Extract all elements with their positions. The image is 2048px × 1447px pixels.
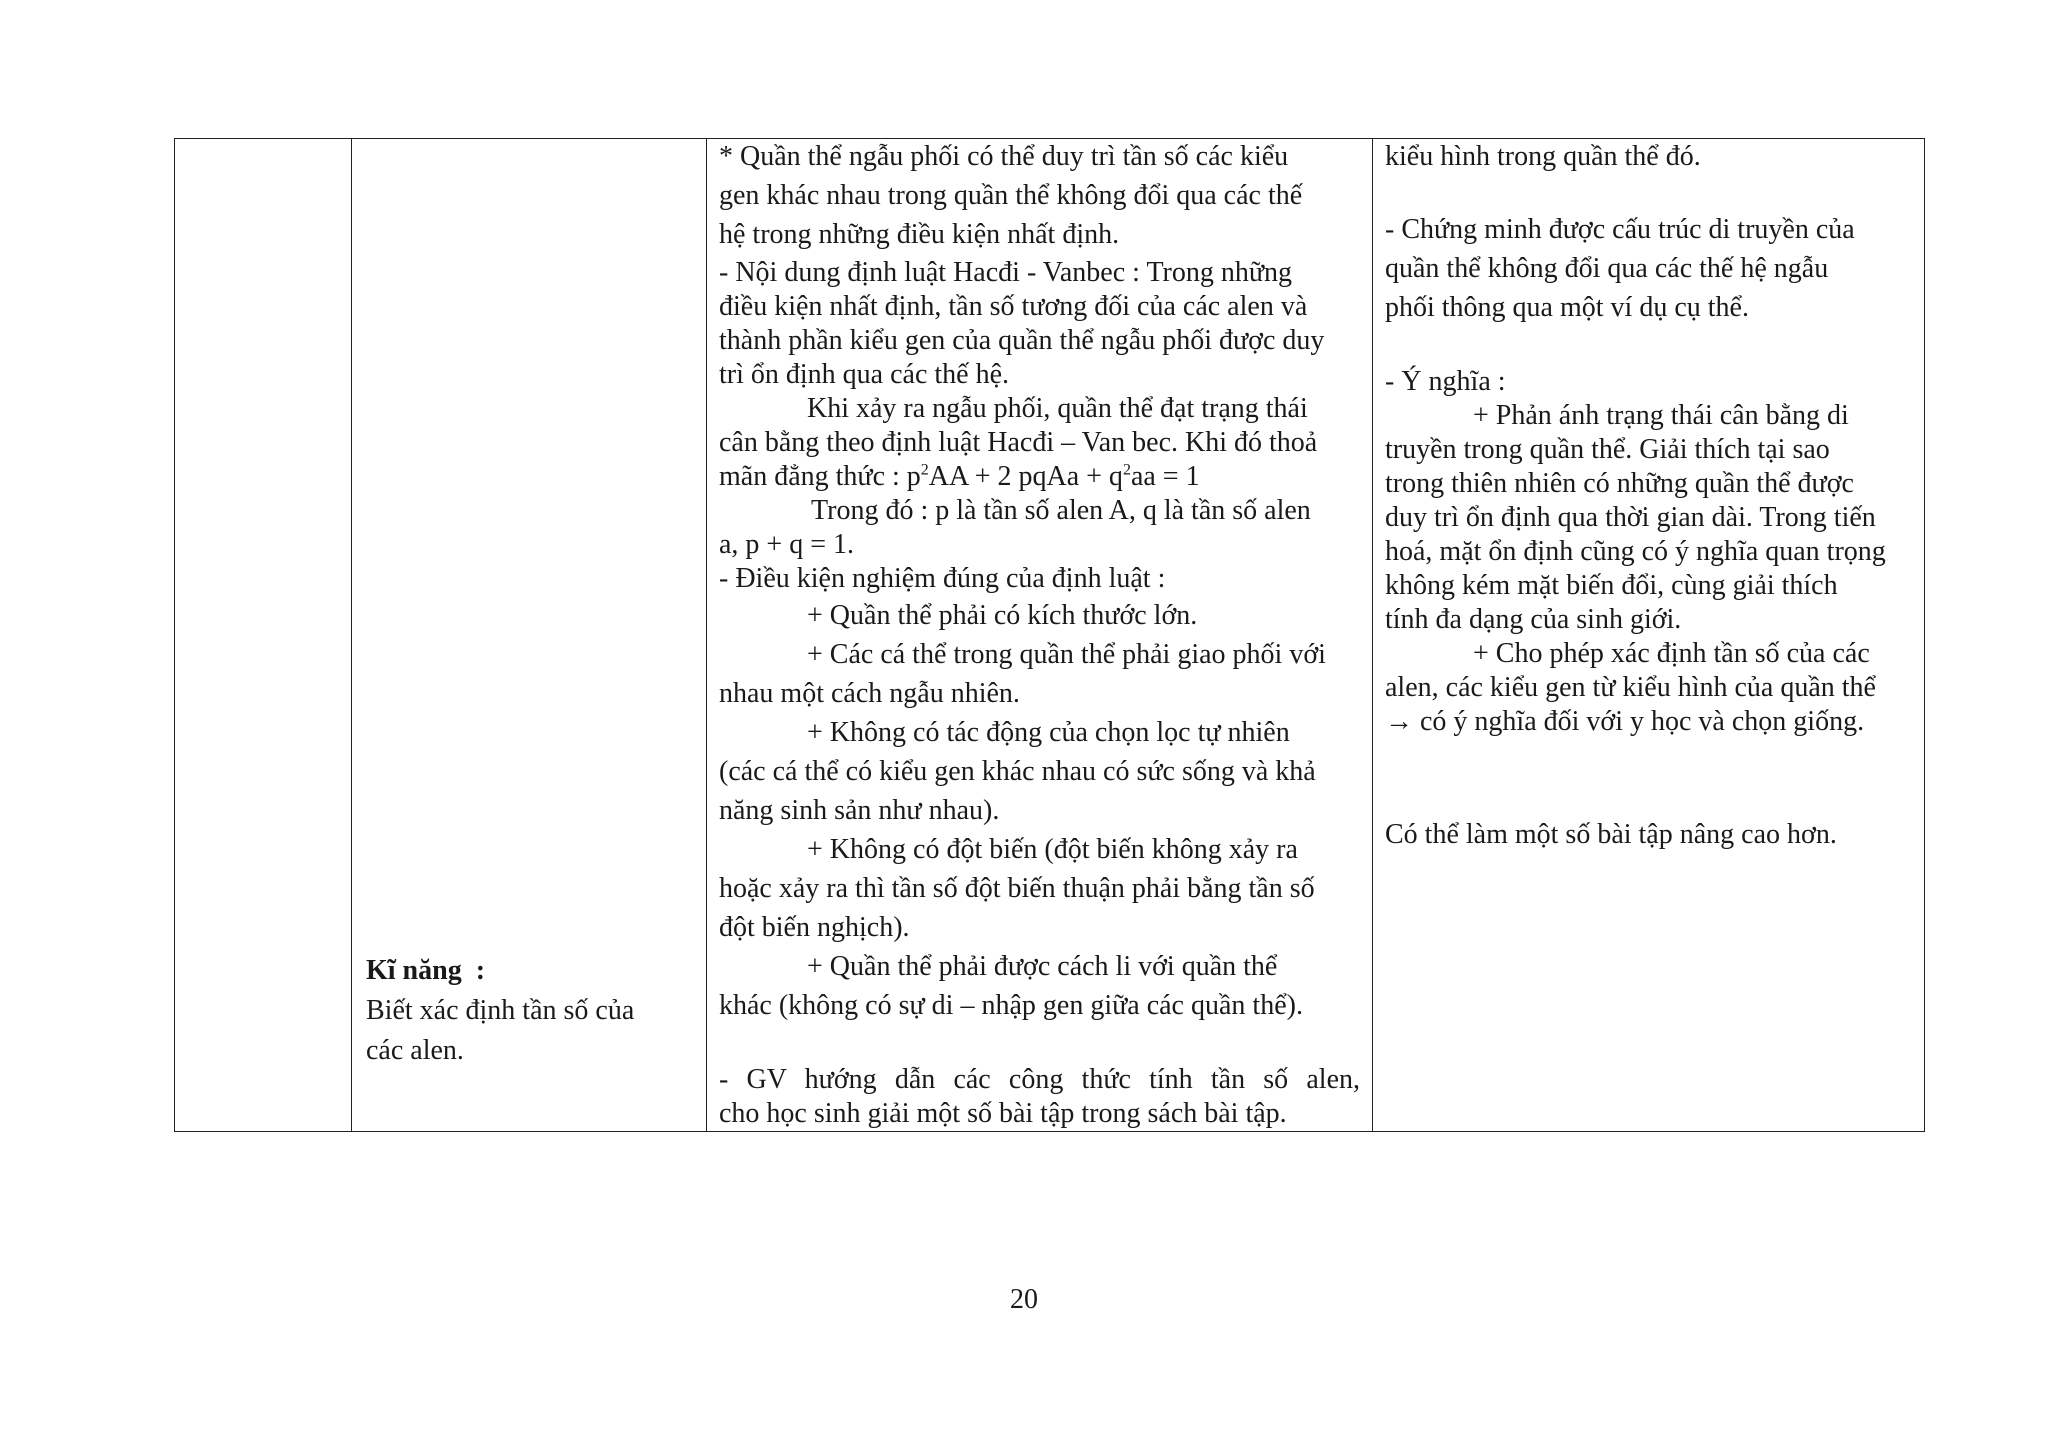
exponent: 2	[920, 461, 929, 479]
text-line: cho học sinh giải một số bài tập trong sách bài tập.	[719, 1098, 1287, 1129]
text-line: hệ trong những điều kiện nhất định.	[719, 219, 1120, 250]
condition-line: + Quần thể phải được cách li với quần thể	[807, 951, 1278, 982]
condition-line: năng sinh sản như nhau).	[719, 795, 1000, 826]
condition-line: đột biến nghịch).	[719, 912, 910, 943]
page-number: 20	[1010, 1284, 1038, 1315]
text-line: - Nội dung định luật Hacđi - Vanbec : Trong những	[719, 257, 1293, 288]
text-line: gen khác nhau trong quần thể không đổi qua các thế	[719, 180, 1303, 211]
text-line: quần thể không đổi qua các thế hệ ngẫu	[1385, 253, 1829, 284]
equation-line	[719, 460, 1360, 494]
text-line: Trong đó : p là tần số alen A, q là tần số alen	[811, 495, 1311, 526]
text-line: + Phản ánh trạng thái cân bằng di	[1473, 400, 1849, 431]
text-line: - Chứng minh được cấu trúc di truyền của	[1385, 214, 1855, 245]
requirements-text	[1373, 137, 1924, 854]
text-line: tính đa dạng của sinh giới.	[1385, 604, 1682, 635]
table-cell-content	[707, 139, 1373, 1132]
table-cell-objectives	[352, 139, 707, 1132]
condition-line: (các cá thể có kiểu gen khác nhau có sức sống và khả	[719, 756, 1316, 787]
condition-line: + Các cá thể trong quần thể phải giao phối với	[807, 639, 1326, 670]
text-line: phối thông qua một ví dụ cụ thể.	[1385, 292, 1749, 323]
text-line: - Ý nghĩa :	[1385, 366, 1506, 397]
equation-part: aa = 1	[1130, 461, 1200, 492]
condition-line: hoặc xảy ra thì tần số đột biến thuận phải bằng tần số	[719, 873, 1315, 904]
text-line: thành phần kiểu gen của quần thể ngẫu phối được duy	[719, 325, 1325, 356]
text-line: cân bằng theo định luật Hacđi – Van bec. Khi đó thoả	[719, 427, 1318, 458]
text-line: * Quần thể ngẫu phối có thể duy trì tần số các kiểu	[719, 141, 1289, 172]
text-line: hoá, mặt ổn định cũng có ý nghĩa quan trọng	[1385, 536, 1886, 567]
condition-line: + Quần thể phải có kích thước lớn.	[807, 600, 1198, 631]
text-line: a, p + q = 1.	[719, 529, 855, 560]
text-line: + Cho phép xác định tần số của các	[1473, 638, 1870, 669]
condition-line: nhau một cách ngẫu nhiên.	[719, 678, 1020, 709]
skill-block	[366, 951, 634, 1071]
equation-part: mãn đẳng thức : p	[719, 461, 921, 492]
condition-line: + Không có tác động của chọn lọc tự nhiên	[807, 717, 1290, 748]
exponent: 2	[1122, 461, 1131, 479]
condition-line: khác (không có sự di – nhập gen giữa các quần thể).	[719, 990, 1303, 1021]
text-line: → có ý nghĩa đối với y học và chọn giống.	[1385, 706, 1865, 737]
text-line: trì ổn định qua các thế hệ.	[719, 359, 1010, 390]
text-line: kiểu hình trong quần thể đó.	[1385, 141, 1701, 172]
text-line: - Điều kiện nghiệm đúng của định luật :	[719, 563, 1166, 594]
skill-text-line: Biết xác định tần số của	[366, 995, 635, 1026]
skill-title: Kĩ năng :	[366, 955, 486, 986]
text-line: Có thể làm một số bài tập nâng cao hơn.	[1385, 819, 1837, 850]
text-line: duy trì ổn định qua thời gian dài. Trong tiến	[1385, 502, 1876, 533]
text-line: alen, các kiểu gen từ kiểu hình của quần thể	[1385, 672, 1876, 703]
skill-text-line: các alen.	[366, 1035, 464, 1066]
equation-part: AA + 2 pqAa + q	[928, 461, 1123, 492]
table-cell-empty	[175, 139, 352, 1132]
content-table	[174, 138, 1925, 1132]
text-line: không kém mặt biến đổi, cùng giải thích	[1385, 570, 1838, 601]
content-text	[707, 137, 1372, 1131]
text-line: điều kiện nhất định, tần số tương đối của các alen và	[719, 291, 1308, 322]
table-cell-requirements	[1373, 139, 1925, 1132]
condition-line: + Không có đột biến (đột biến không xảy ra	[807, 834, 1298, 865]
text-line: trong thiên nhiên có những quần thể được	[1385, 468, 1854, 499]
text-line: truyền trong quần thể. Giải thích tại sao	[1385, 434, 1830, 465]
table-row	[175, 139, 1925, 1132]
text-line: Khi xảy ra ngẫu phối, quần thể đạt trạng thái	[807, 393, 1308, 424]
text-line: - GV hướng dẫn các công thức tính tần số alen,	[719, 1064, 1360, 1095]
